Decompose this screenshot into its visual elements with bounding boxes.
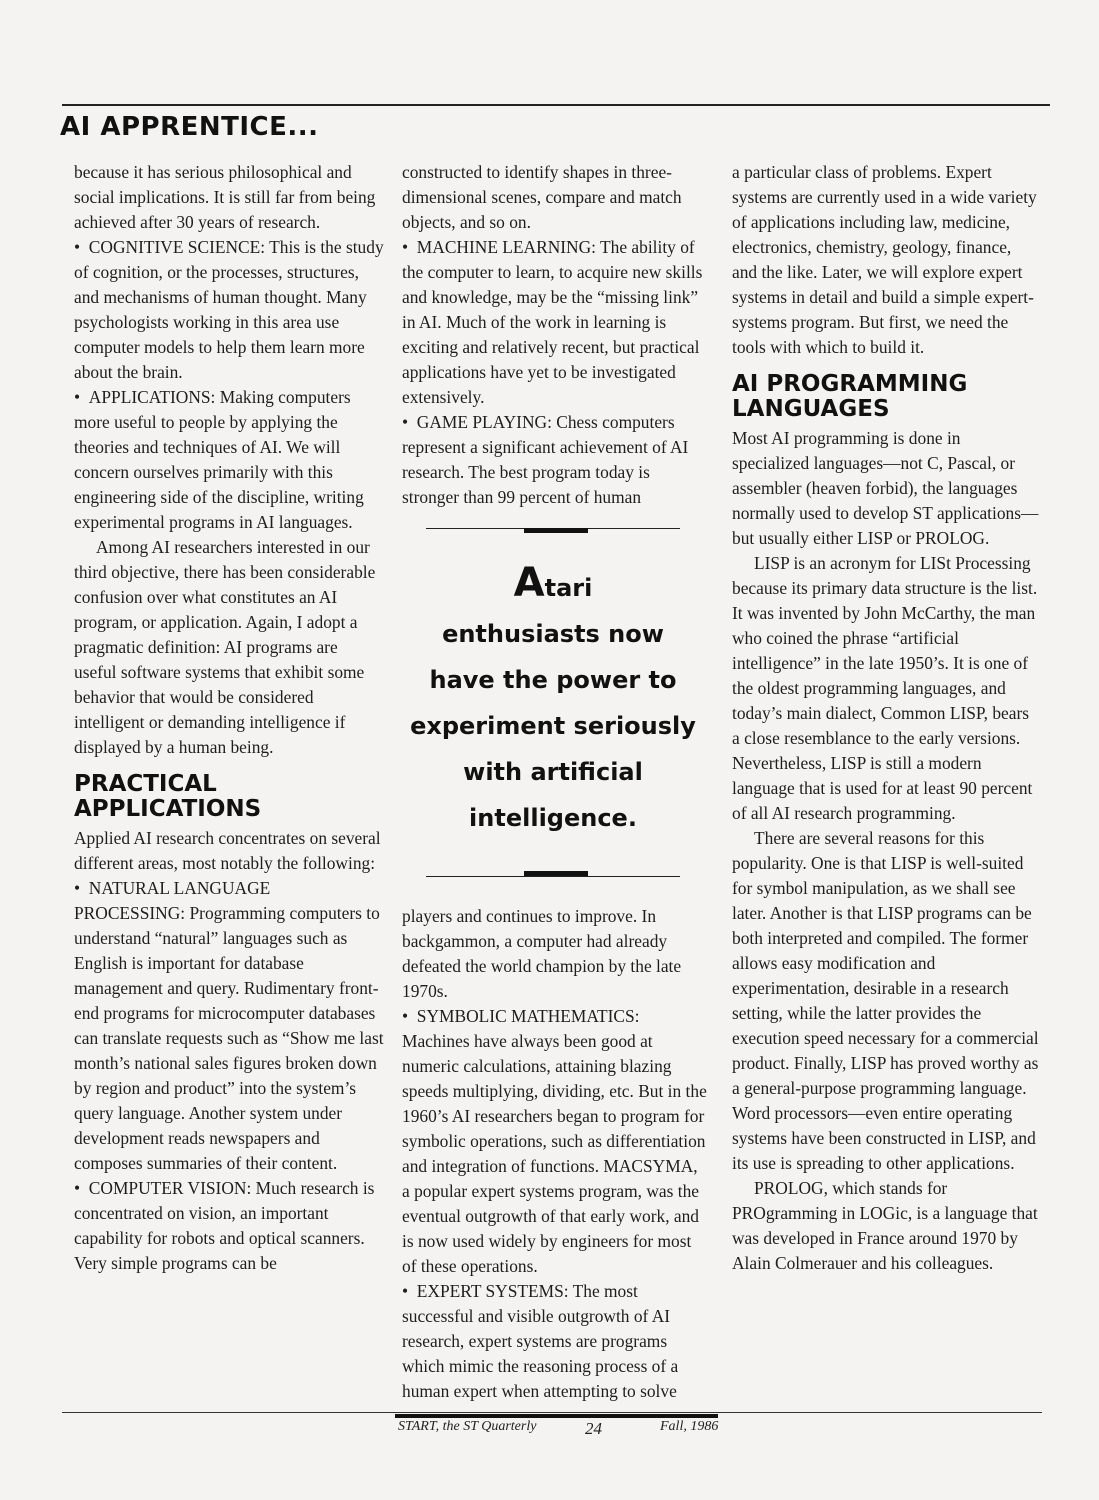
paragraph: Among AI researchers interested in our third objective, there has been considerable confusion over what constitutes an AI program, or application. Again, I adopt a pragmatic definition: AI programs are useful software systems that exhibit some behavior that would be considered intelligent or demanding intelligence if displayed by a human being. xyxy=(74,537,376,757)
term-text: Chess computers represent a significant achievement of AI research. The best program today is stronger than 99 percent of human xyxy=(402,412,689,507)
term: GAME PLAYING: xyxy=(416,412,552,432)
paragraph: PROLOG, which stands for PROgramming in LOGic, is a language that was developed in France around 1970 by Alain Colmerauer and his colleagues. xyxy=(732,1178,1038,1273)
pull-quote-initial: A xyxy=(513,560,545,606)
pull-quote-bottom-bar xyxy=(524,871,588,876)
term: NATURAL LANGUAGE PROCESSING: xyxy=(74,878,271,923)
bottom-rule xyxy=(62,1412,1042,1413)
pull-quote-top-bar xyxy=(524,528,588,533)
bullet-machine-learning xyxy=(402,235,708,410)
page-header: AI APPRENTICE... xyxy=(60,112,319,142)
footer-page-number: 24 xyxy=(585,1419,602,1438)
term-text: Making computers more useful to people by applying the theories and techniques of AI. We will concern ourselves primarily with this engineering side of the discipline, writing experimental programs in AI languages. xyxy=(74,387,364,532)
term: MACHINE LEARNING: xyxy=(416,237,597,257)
pull-quote-text xyxy=(402,560,704,841)
column-3 xyxy=(732,160,1040,1276)
bullet-game-playing xyxy=(402,410,708,510)
pull-quote-line: intelligence. xyxy=(469,804,637,832)
paragraph: constructed to identify shapes in three-dimensional scenes, compare and match objects, and so on. xyxy=(402,162,682,232)
paragraph: LISP is an acronym for LISt Processing because its primary data structure is the list. It was invented by John McCarthy, the man who coined the phrase “artificial intelligence” in the late 1950’s. It is one of the oldest programming languages, and today’s main dialect, Common LISP, bears a close resemblance to the early versions. Nevertheless, LISP is still a modern language that is used for at least 90 percent of all AI research programming. xyxy=(732,553,1038,823)
pull-quote-line: have the power to xyxy=(429,666,677,694)
term-text: This is the study of cognition, or the processes, structures, and mechanisms of human thought. Many psychologists working in this area use computer models to help them learn more about the brain. xyxy=(74,237,384,382)
paragraph: Most AI programming is done in specialized languages—not C, Pascal, or assembler (heaven forbid), the languages normally used to develop ST applications—but usually either LISP or PROLOG. xyxy=(732,428,1039,548)
footer-date: Fall, 1986 xyxy=(660,1419,719,1434)
bullet-cognitive-science xyxy=(74,235,384,385)
term: APPLICATIONS: xyxy=(88,387,216,407)
paragraph: players and continues to improve. In backgammon, a computer had already defeated the world champion by the late 1970s. xyxy=(402,906,682,1001)
pull-quote-word: tari xyxy=(544,574,593,602)
section-heading-practical-applications: PRACTICAL APPLICATIONS xyxy=(74,771,262,822)
term: EXPERT SYSTEMS: xyxy=(416,1281,569,1301)
term-text: Machines have always been good at numeric calculations, attaining blazing speeds multiplying, dividing, etc. But in the 1960’s AI researchers began to program for symbolic operations, such as differentiation and integration of functions. MACSYMA, a popular expert systems program, was the eventual outgrowth of that early work, and is now used widely by engineers for most of these operations. xyxy=(402,1031,707,1276)
bullet-computer-vision xyxy=(74,1176,384,1276)
pull-quote-bottom-rule xyxy=(426,876,680,877)
pull-quote-line: experiment seriously xyxy=(410,712,696,740)
paragraph: Applied AI research concentrates on several different areas, most notably the following: xyxy=(74,828,381,873)
term: COGNITIVE SCIENCE: xyxy=(88,237,266,257)
term-text: Programming computers to understand “natural” languages such as English is important for database management and query. Rudimentary front-end programs for microcomputer databases can translate requests such as “Show me last month’s national sales figures broken down by region and product” into the system’s query language. Another system under development reads newspapers and composes summaries of their content. xyxy=(74,903,384,1173)
pull-quote xyxy=(402,518,708,892)
pull-quote-line: enthusiasts now xyxy=(442,620,664,648)
pull-quote-line xyxy=(402,560,704,611)
bullet-expert-systems xyxy=(402,1279,708,1404)
term-text: The most successful and visible outgrowth of AI research, expert systems are programs which mimic the reasoning process of a human expert when attempting to solve xyxy=(402,1281,679,1401)
column-2 xyxy=(402,160,708,1404)
pull-quote-line: with artificial xyxy=(463,758,643,786)
term: COMPUTER VISION: xyxy=(88,1178,252,1198)
bullet-symbolic-mathematics xyxy=(402,1004,708,1279)
bullet-natural-language-processing xyxy=(74,876,384,1176)
section-heading-ai-programming-languages: AI PROGRAMMING LANGUAGES xyxy=(732,371,968,422)
paragraph: a particular class of problems. Expert systems are currently used in a wide variety of applications including law, medicine, electronics, chemistry, geology, finance, and the like. Later, we will explore expert systems in detail and build a simple expert-systems program. But first, we need the tools with which to build it. xyxy=(732,162,1037,357)
paragraph: because it has serious philosophical and social implications. It is still far from being achieved after 30 years of research. xyxy=(74,162,376,232)
footer-bar xyxy=(395,1414,718,1418)
column-1 xyxy=(74,160,384,1276)
paragraph: There are several reasons for this popularity. One is that LISP is well-suited for symbol manipulation, as we shall see later. Another is that LISP programs can be both interpreted and compiled. The former allows easy modification and experimentation, desirable in a research setting, while the latter provides the execution speed necessary for a commercial product. Finally, LISP has proved worthy as a general-purpose programming language. Word processors—even entire operating systems have been constructed in LISP, and its use is spreading to other applications. xyxy=(732,828,1039,1173)
term: SYMBOLIC MATHEMATICS: xyxy=(416,1006,640,1026)
term-text: The ability of the computer to learn, to acquire new skills and knowledge, may be the “missing link” in AI. Much of the work in learning is exciting and relatively recent, but practical applications have yet to be investigated extensively. xyxy=(402,237,703,407)
footer-publication: START, the ST Quarterly xyxy=(398,1419,537,1434)
term-text: Much research is concentrated on vision, an important capability for robots and optical scanners. Very simple programs can be xyxy=(74,1178,375,1273)
bullet-applications xyxy=(74,385,384,535)
top-rule xyxy=(62,104,1050,106)
